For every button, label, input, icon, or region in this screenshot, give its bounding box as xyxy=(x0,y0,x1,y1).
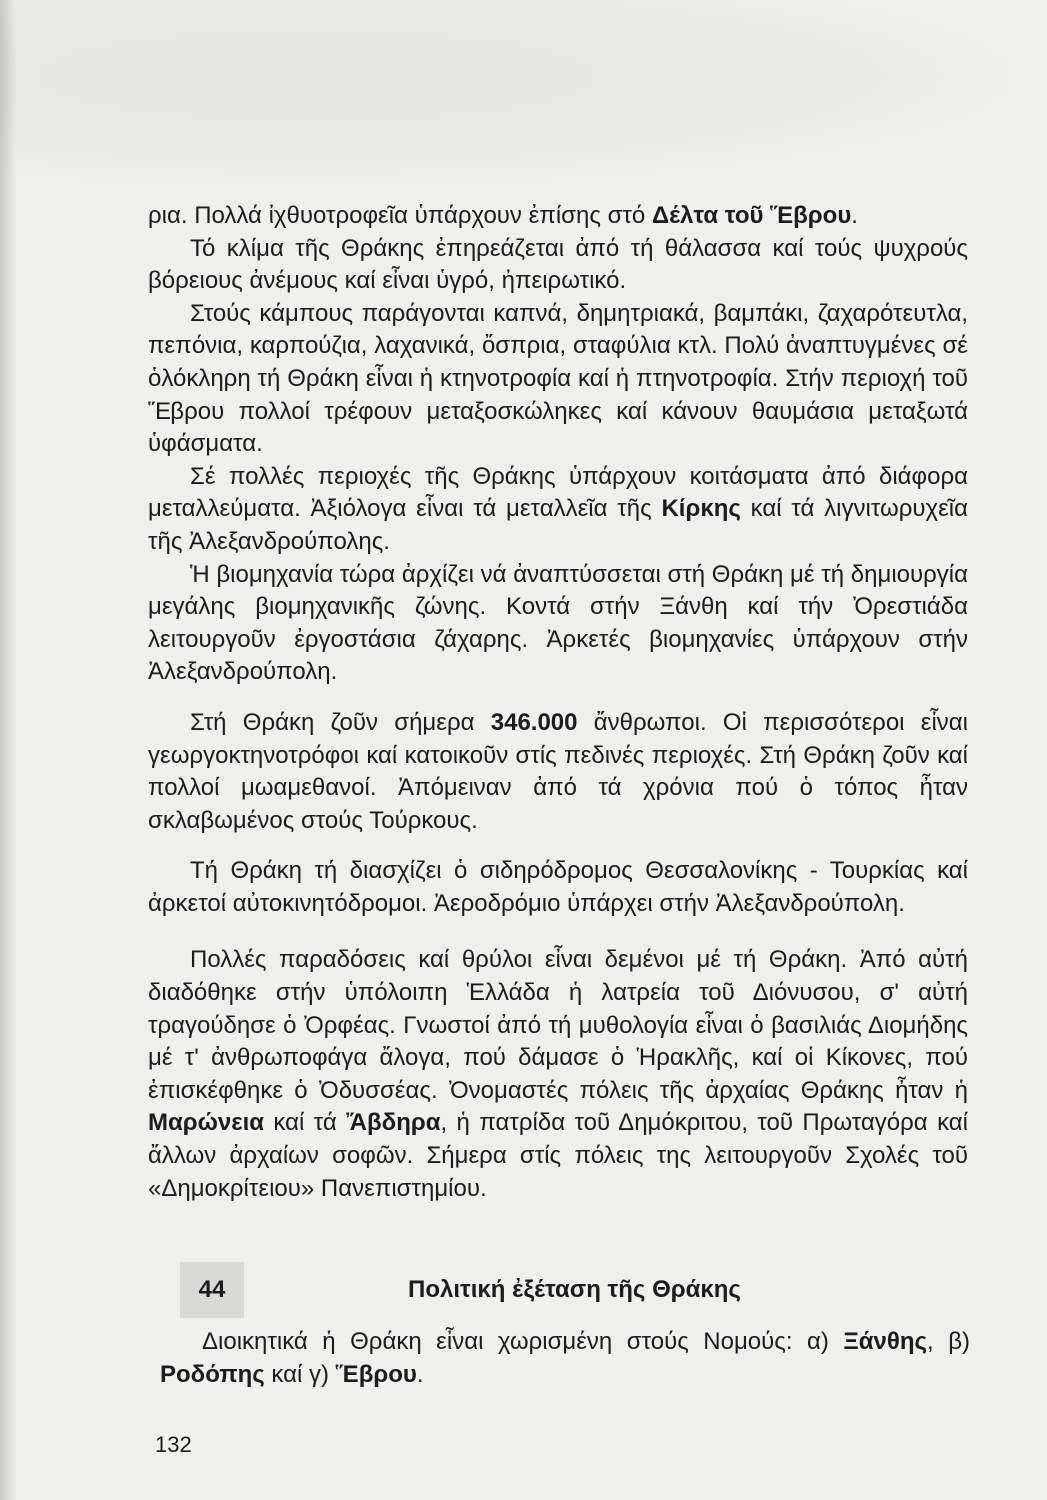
paragraph-minerals: Σέ πολλές περιοχές τῆς Θράκης ὑπάρχουν κοιτάσματα ἀπό διάφορα μεταλλεύματα. Ἀξιόλογα εἶναι τά μεταλλεῖα τῆς Κίρκης καί τά λιγνιτωρυχεῖα τῆς Ἀλεξανδρούπολης. xyxy=(148,462,968,555)
bold-term: Μαρώνεια xyxy=(148,1109,265,1137)
bold-term: Δέλτα τοῦ Ἕβρου xyxy=(651,202,852,229)
paragraph-transport: Τή Θράκη τή διασχίζει ὁ σιδηρόδρομος Θεσσαλονίκης - Τουρκίας καί ἀρκετοί αὐτοκινητόδρομοι. Ἀεροδρόμιο ὑπάρχει στήν Ἀλεξανδρούπολη. xyxy=(148,857,968,917)
section-heading xyxy=(180,1262,970,1318)
body-text xyxy=(148,200,968,1205)
page-number: 132 xyxy=(155,1432,192,1457)
binding-shadow xyxy=(0,0,16,1500)
paragraph-traditions: Πολλές παραδόσεις καί θρύλοι εἶναι δεμένοι μέ τή Θράκη. Ἀπό αὐτή διαδόθηκε στήν ὑπόλοιπη Ἑλλάδα ἡ λατρεία τοῦ Διόνυσου, σ' αὐτή τραγούδησε ὁ Ὀρφέας. Γνωστοί ἀπό τή μυθολογία εἶναι ὁ βασιλιάς Διομήδης μέ τ' ἀνθρωποφάγα ἄλογα, πού δάμασε ὁ Ἡρακλῆς, καί οἱ Κίκονες, πού ἐπισκέφθηκε ὁ Ὀδυσσέας. Ὀνομαστές πόλεις τῆς ἀρχαίας Θράκης ἦταν ἡ Μαρώνεια καί τά Ἄβδηρα, ἡ πατρίδα τοῦ Δημόκριτου, τοῦ Πρωταγόρα καί ἄλλων ἀρχαίων σοφῶν. Σήμερα στίς πόλεις της λειτουργοῦν Σχολές τοῦ «Δημοκρίτειου» Πανεπιστημίου. xyxy=(148,946,968,1202)
section-number: 44 xyxy=(180,1262,244,1318)
bold-term: 346.000 xyxy=(490,708,578,736)
bold-term: Ἕβρου xyxy=(335,1360,417,1388)
paragraph-continuation: ρια. Πολλά ἰχθυοτροφεῖα ὑπάρχουν ἐπίσης στό Δέλτα τοῦ Ἕβρου. xyxy=(148,202,858,229)
map-bleed-through xyxy=(0,0,1047,190)
paragraph-industry: Ἡ βιομηχανία τώρα ἀρχίζει νά ἀναπτύσσεται στή Θράκη μέ τή δημιουργία μεγάλης βιομηχανικῆς ζώνης. Κοντά στήν Ξάνθη καί τήν Ὀρεστιάδα λειτουργοῦν ἐργοστάσια ζάχαρης. Ἀρκετές βιομηχανίες ὑπάρχουν στήν Ἀλεξανδρούπολη. xyxy=(148,560,968,686)
paragraph-population: Στή Θράκη ζοῦν σήμερα 346.000 ἄνθρωποι. Οἱ περισσότεροι εἶναι γεωργοκτηνοτρόφοι καί κατοικοῦν στίς πεδινές περιοχές. Στή Θράκη ζοῦν καί πολλοί μωαμεθανοί. Ἀπόμειναν ἀπό τά χρόνια πού ὁ τόπος ἦταν σκλαβωμένος στούς Τούρκους. xyxy=(148,708,968,834)
paragraph-prefectures: Διοικητικά ἡ Θράκη εἶναι χωρισμένη στούς Νομούς: α) Ξάνθης, β) Ροδόπης καί γ) Ἕβρου. xyxy=(160,1328,970,1388)
section-title: Πολιτική ἐξέταση τῆς Θράκης xyxy=(408,1276,741,1303)
paragraph-climate: Τό κλίμα τῆς Θράκης ἐπηρεάζεται ἀπό τή θάλασσα καί τούς ψυχρούς βόρειους ἀνέμους καί εἶναι ὑγρό, ἠπειρωτικό. xyxy=(148,234,968,295)
paragraph-agriculture: Στούς κάμπους παράγονται καπνά, δημητριακά, βαμπάκι, ζαχαρότευτλα, πεπόνια, καρπούζια, λαχανικά, ὄσπρια, σταφύλια κτλ. Πολύ ἀναπτυγμένες σέ ὁλόκληρη τή Θράκη εἶναι ἡ κτηνοτροφία καί ἡ πτηνοτροφία. Στήν περιοχή τοῦ Ἕβρου πολλοί τρέφουν μεταξοσκώληκες καί κάνουν θαυμάσια μεταξωτά ὑφάσματα. xyxy=(148,299,968,458)
bold-term: Κίρκης xyxy=(661,495,741,523)
bold-term: Ξάνθης xyxy=(843,1328,928,1355)
bold-term: Ἄβδηρα xyxy=(346,1109,441,1137)
section-body xyxy=(160,1326,970,1391)
bold-term: Ροδόπης xyxy=(160,1360,265,1388)
